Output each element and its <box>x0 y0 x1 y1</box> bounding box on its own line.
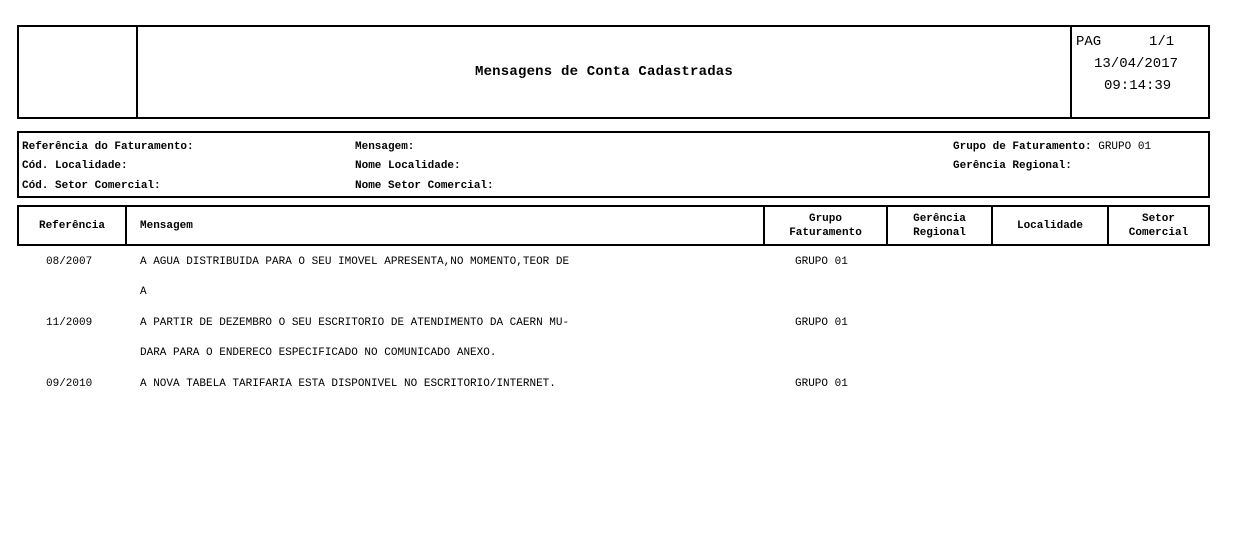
table-row-referencia: 11/2009 <box>46 317 93 329</box>
table-row-mensagem-continued: A <box>140 286 147 298</box>
filter-grupo-value: GRUPO 01 <box>1098 141 1152 153</box>
column-mensagem-label: Mensagem <box>140 219 193 232</box>
column-setor-line1: Setor <box>1141 212 1175 225</box>
filter-cod-localidade-label: Cód. Localidade: <box>22 160 128 172</box>
table-row-mensagem-continued: DARA PARA O ENDERECO ESPECIFICADO NO COMUNICADO ANEXO. <box>140 347 497 359</box>
filter-cod-setor-label: Cód. Setor Comercial: <box>22 180 161 192</box>
page-label: PAG <box>1076 34 1102 50</box>
table-row-grupo: GRUPO 01 <box>795 256 848 268</box>
column-referencia-label: Referência <box>38 219 105 232</box>
table-row-mensagem: A NOVA TABELA TARIFARIA ESTA DISPONIVEL NO ESCRITORIO/INTERNET. <box>140 378 556 390</box>
table-row-mensagem: A AGUA DISTRIBUIDA PARA O SEU IMOVEL APRESENTA,NO MOMENTO,TEOR DE <box>140 256 570 268</box>
print-date: 13/04/2017 <box>1094 56 1179 72</box>
table-row-referencia: 08/2007 <box>46 256 93 268</box>
filter-nome-localidade-label: Nome Localidade: <box>355 160 461 172</box>
column-grupo-line1: Grupo <box>808 212 842 225</box>
column-localidade-label: Localidade <box>1016 219 1083 232</box>
page-number: 1/1 <box>1149 34 1175 50</box>
filter-nome-setor-label: Nome Setor Comercial: <box>355 180 494 192</box>
filter-mensagem-label: Mensagem: <box>355 141 415 153</box>
filter-gerencia-label: Gerência Regional: <box>953 160 1072 172</box>
table-row-mensagem: A PARTIR DE DEZEMBRO O SEU ESCRITORIO DE ATENDIMENTO DA CAERN MU- <box>140 317 570 329</box>
filter-referencia-label: Referência do Faturamento: <box>22 141 194 153</box>
column-gerencia-line1: Gerência <box>913 212 966 225</box>
column-gerencia-line2: Regional <box>913 226 966 239</box>
print-time: 09:14:39 <box>1104 78 1172 94</box>
table-row-referencia: 09/2010 <box>46 378 93 390</box>
column-grupo-line2: Faturamento <box>789 226 862 239</box>
table-row-grupo: GRUPO 01 <box>795 317 848 329</box>
column-setor-line2: Comercial <box>1128 226 1189 239</box>
report-title: Mensagens de Conta Cadastradas <box>474 64 734 80</box>
filter-grupo-label: Grupo de Faturamento: <box>953 141 1092 153</box>
table-row-grupo: GRUPO 01 <box>795 378 848 390</box>
